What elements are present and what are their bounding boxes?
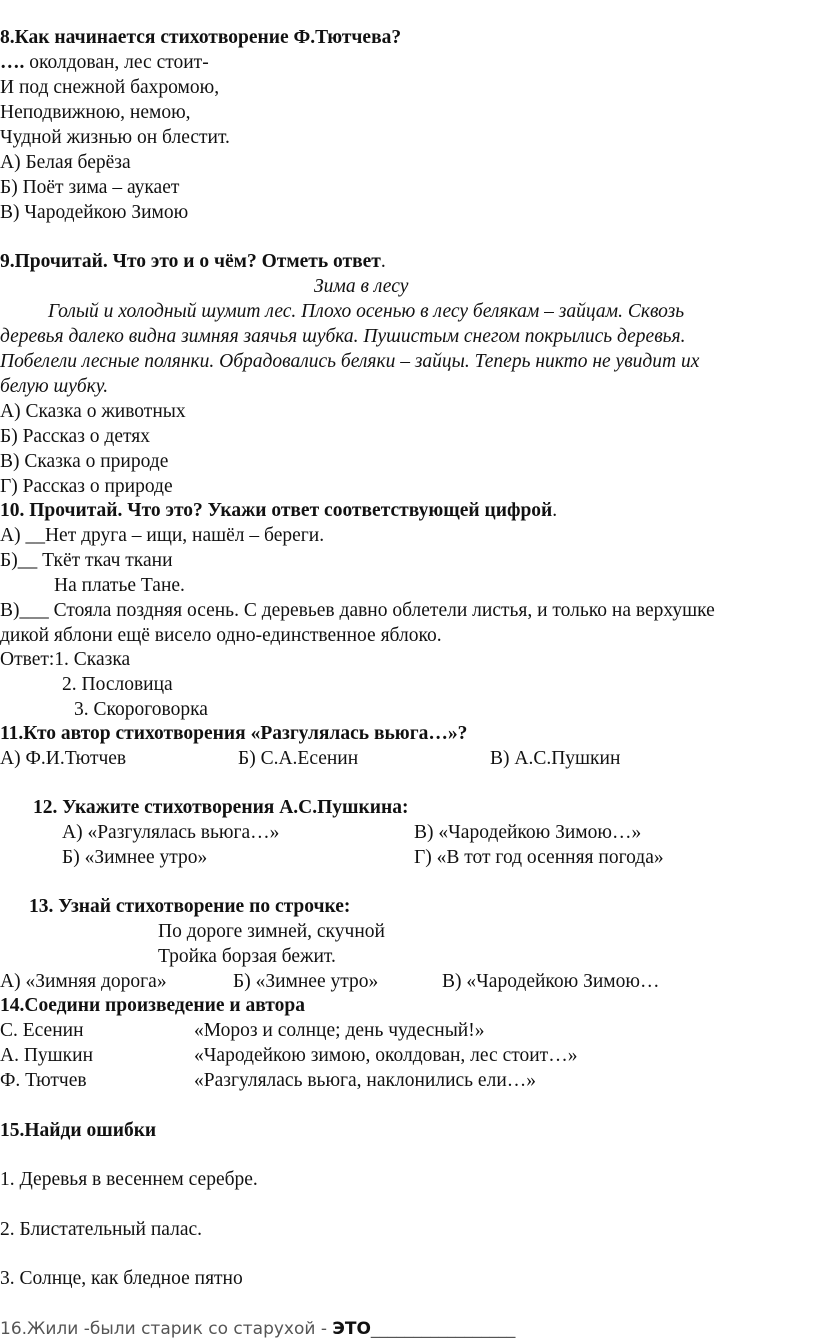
- q12-option-d: Г) «В тот год осенняя погода»: [414, 847, 664, 868]
- q13-option-a: А) «Зимняя дорога»: [0, 971, 167, 992]
- q8-line1: [0, 51, 209, 75]
- q14-work-2: «Чародейкою зимою, околдован, лес стоит…»: [194, 1045, 578, 1066]
- q8-option-a: А) Белая берёза: [0, 152, 131, 173]
- q8-line4: Чудной жизнью он блестит.: [0, 127, 230, 148]
- q9-option-c: В) Сказка о природе: [0, 451, 169, 472]
- q13-option-c: В) «Чародейкою Зимою…: [442, 971, 660, 992]
- q8-line3: Неподвижною, немою,: [0, 102, 191, 123]
- q9-story-title: Зима в лесу: [314, 276, 409, 297]
- q9-text-2: деревья далеко видна зимняя заячья шубка. Пушистым снегом покрылись деревья.: [0, 326, 686, 347]
- q14-author-1: С. Есенин: [0, 1020, 84, 1041]
- q10-dot: .: [552, 500, 558, 521]
- q15-item-3: 3. Солнце, как бледное пятно: [0, 1268, 243, 1289]
- q14-title: 14.Соедини произведение и автора: [0, 995, 305, 1016]
- q9-title-line: [0, 250, 386, 274]
- q8-line2: И под снежной бахромою,: [0, 77, 220, 98]
- q8-lead: ….: [0, 52, 25, 73]
- q16-line: [0, 1317, 515, 1341]
- q12-option-b: Б) «Зимнее утро»: [62, 847, 208, 868]
- q15-title: 15.Найди ошибки: [0, 1120, 157, 1141]
- q15-item-2: 2. Блистательный палас.: [0, 1219, 202, 1240]
- q9-option-d: Г) Рассказ о природе: [0, 476, 173, 497]
- q10-item-c1: В)___ Стояла поздняя осень. С деревьев давно облетели листья, и только на верхушке: [0, 600, 715, 621]
- q10-item-a: А) __Нет друга – ищи, нашёл – береги.: [0, 525, 325, 546]
- q16-blank: _________________: [370, 1319, 516, 1339]
- q9-text-3: Побелели лесные полянки. Обрадовались беляки – зайцы. Теперь никто не увидит их: [0, 351, 700, 372]
- q9-text-1: Голый и холодный шумит лес. Плохо осенью в лесу белякам – зайцам. Сквозь: [48, 301, 685, 322]
- q14-work-1: «Мороз и солнце; день чудесный!»: [194, 1020, 485, 1041]
- q8-option-c: В) Чародейкою Зимою: [0, 202, 189, 223]
- q9-title: 9.Прочитай. Что это и о чём? Отметь ответ: [0, 251, 381, 272]
- q14-work-3: «Разгулялась вьюга, наклонились ели…»: [194, 1070, 537, 1091]
- q10-answer-1: Ответ:1. Сказка: [0, 649, 131, 670]
- q10-title: 10. Прочитай. Что это? Укажи ответ соответствующей цифрой: [0, 500, 553, 521]
- q11-option-a: А) Ф.И.Тютчев: [0, 748, 127, 769]
- q16-bold: ЭТО: [332, 1319, 371, 1339]
- q12-title: 12. Укажите стихотворения А.С.Пушкина:: [33, 797, 409, 818]
- q14-author-3: Ф. Тютчев: [0, 1070, 87, 1091]
- q13-option-b: Б) «Зимнее утро»: [233, 971, 379, 992]
- q9-option-a: А) Сказка о животных: [0, 401, 186, 422]
- q8-option-b: Б) Поёт зима – аукает: [0, 177, 180, 198]
- q10-answer-2: 2. Пословица: [62, 674, 173, 695]
- q11-option-c: В) А.С.Пушкин: [490, 748, 621, 769]
- q8-line1-text: околдован, лес стоит-: [24, 52, 209, 73]
- q14-author-2: А. Пушкин: [0, 1045, 94, 1066]
- q10-item-b1: Б)__ Ткёт ткач ткани: [0, 550, 173, 571]
- q12-option-a: А) «Разгулялась вьюга…»: [62, 822, 280, 843]
- q8-title: 8.Как начинается стихотворение Ф.Тютчева?: [0, 27, 402, 48]
- q13-line1: По дороге зимней, скучной: [158, 921, 385, 942]
- q11-title: 11.Кто автор стихотворения «Разгулялась вьюга…»?: [0, 723, 468, 744]
- q10-item-b2: На платье Тане.: [54, 575, 185, 596]
- q9-dot: .: [380, 251, 386, 272]
- q9-option-b: Б) Рассказ о детях: [0, 426, 150, 447]
- q9-text-4: белую шубку.: [0, 376, 109, 397]
- q10-item-c2: дикой яблони ещё висело одно-единственное яблоко.: [0, 625, 442, 646]
- q13-line2: Тройка борзая бежит.: [158, 946, 336, 967]
- q12-option-c: В) «Чародейкою Зимою…»: [414, 822, 642, 843]
- q11-option-b: Б) С.А.Есенин: [238, 748, 359, 769]
- q15-item-1: 1. Деревья в весеннем серебре.: [0, 1169, 258, 1190]
- q13-title: 13. Узнай стихотворение по строчке:: [29, 896, 351, 917]
- q10-title-line: [0, 499, 557, 523]
- q10-answer-3: 3. Скороговорка: [74, 699, 208, 720]
- q16-text: 16.Жили -были старик со старухой -: [0, 1319, 333, 1339]
